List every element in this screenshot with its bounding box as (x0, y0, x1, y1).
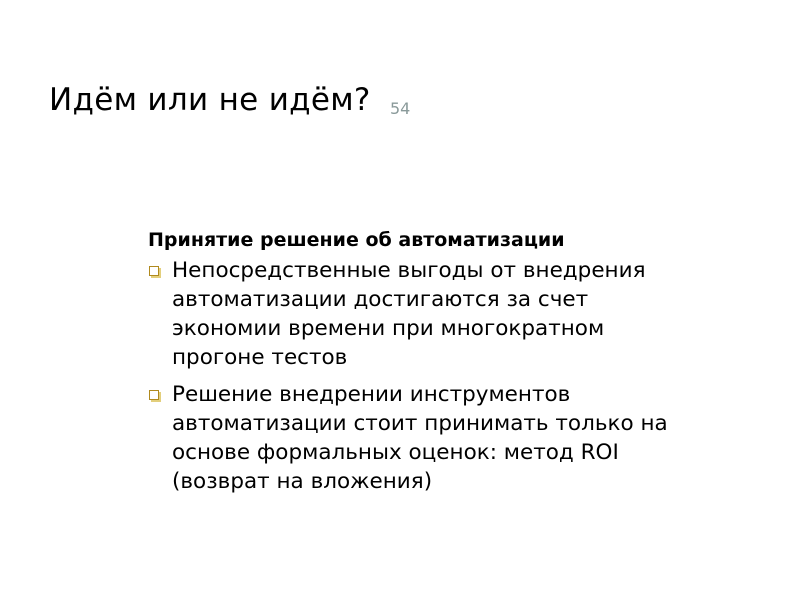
bullet-text: Решение внедрении инструментов автоматизации стоит принимать только на основе формальных оценок: метод ROI (возврат на вложения) (172, 382, 668, 494)
title-area (49, 78, 371, 122)
bullet-text: Непосредственные выгоды от внедрения автоматизации достигаются за счет экономии времени при многократном прогоне тестов (172, 258, 646, 370)
list-item (148, 256, 668, 372)
slide-number: 54 (390, 99, 411, 118)
square-bullet-icon (149, 266, 159, 276)
square-bullet-icon (149, 390, 159, 400)
bullet-list (148, 256, 668, 496)
list-item (148, 380, 668, 496)
slide-title: Идём или не идём? (49, 82, 371, 118)
slide-content (148, 226, 668, 504)
section-heading: Принятие решение об автоматизации (148, 229, 565, 251)
